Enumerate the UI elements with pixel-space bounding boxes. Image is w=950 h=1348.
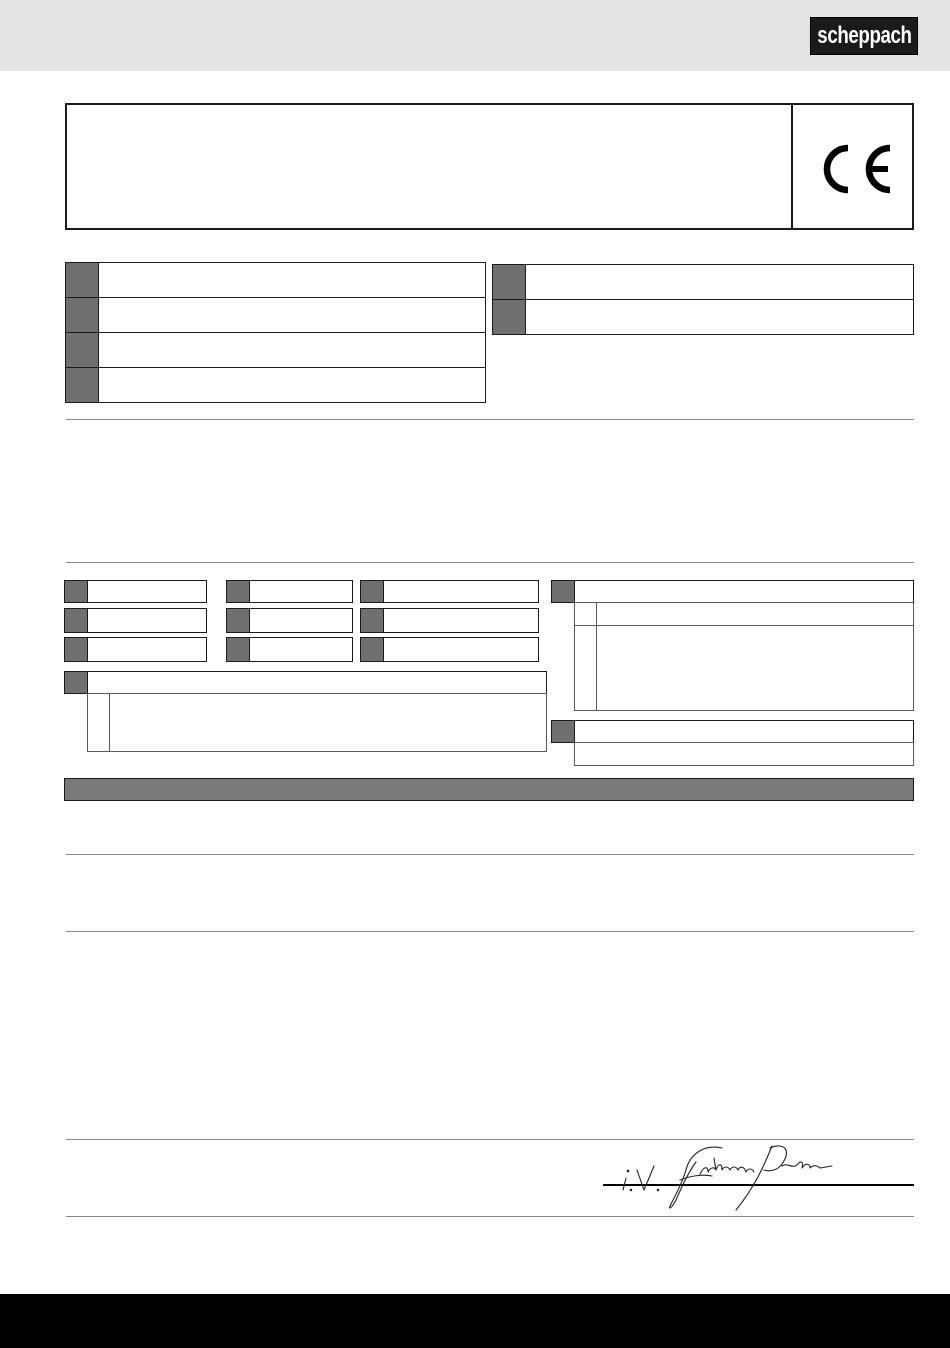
directive-marker [552, 581, 575, 602]
directive-row [360, 637, 539, 662]
directive-sub-row [574, 602, 914, 626]
sub-index-cell [575, 626, 597, 710]
directive-marker [227, 638, 250, 661]
signature-icon [604, 1140, 834, 1212]
directive-row [360, 608, 539, 633]
directive-row [226, 580, 353, 603]
directive-row [226, 637, 353, 662]
directive-sub-row [574, 742, 914, 766]
language-marker [493, 265, 526, 299]
directive-group-header [551, 720, 914, 743]
sub-index-cell [88, 694, 110, 751]
language-marker [66, 298, 99, 332]
language-row [492, 264, 914, 300]
directive-marker [65, 672, 88, 693]
language-marker [66, 368, 99, 402]
directive-row [64, 608, 207, 633]
brand-logo-text: scheppach [816, 22, 912, 49]
directive-marker [552, 721, 575, 742]
directive-group-header [64, 671, 547, 694]
header-band [0, 0, 950, 71]
directive-marker [65, 609, 88, 632]
sub-index-cell [575, 603, 597, 625]
directive-group-body [87, 693, 547, 752]
directive-group-header [551, 580, 914, 603]
separator [66, 854, 914, 855]
directive-marker [65, 581, 88, 602]
directive-row [64, 637, 207, 662]
directive-marker [361, 581, 384, 602]
directive-row [64, 580, 207, 603]
language-marker [66, 263, 99, 297]
language-row [65, 367, 486, 403]
language-row [65, 332, 486, 368]
brand-logo [810, 17, 918, 55]
directive-sub-row [574, 625, 914, 711]
directive-marker [227, 581, 250, 602]
language-row [492, 299, 914, 335]
ce-mark-icon [812, 140, 896, 198]
directive-marker [361, 638, 384, 661]
standards-bar [64, 778, 914, 801]
directive-marker [361, 609, 384, 632]
footer-band [0, 1294, 950, 1348]
separator [66, 419, 914, 420]
directive-row [226, 608, 353, 633]
separator [66, 562, 914, 563]
directive-marker [65, 638, 88, 661]
language-marker [493, 300, 526, 334]
directive-marker [227, 609, 250, 632]
declaration-title-box [65, 103, 914, 230]
title-box-divider [791, 105, 793, 228]
language-marker [66, 333, 99, 367]
language-row [65, 297, 486, 333]
directive-row [360, 580, 539, 603]
language-row [65, 262, 486, 298]
separator [66, 1216, 914, 1217]
separator [66, 931, 914, 932]
